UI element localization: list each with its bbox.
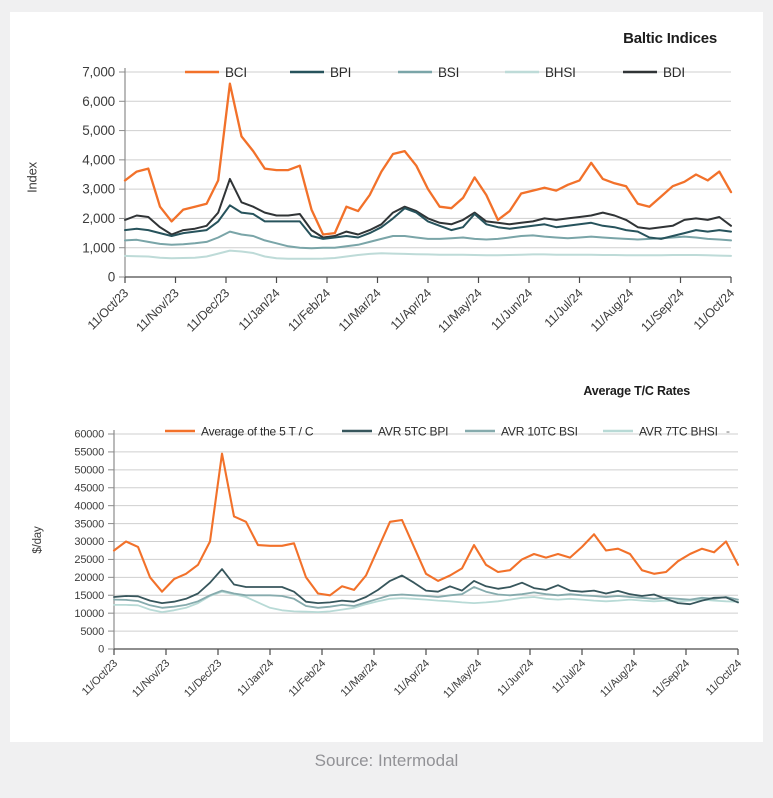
x-tick-label: 11/Sep/24 [638,286,687,335]
y-tick-label: 5,000 [82,123,115,139]
y-tick-label: 4,000 [82,152,115,168]
y-tick-label: 15000 [74,589,104,602]
x-tick-label: 11/Dec/23 [183,286,233,335]
x-tick-label: 11/Jun/24 [495,657,537,699]
y-tick-label: 25000 [74,554,104,567]
series-line-average-of-the-5-t-c [114,454,738,596]
x-tick-label: 11/Jun/24 [488,286,536,334]
legend-label-avr-10tc-bsi: AVR 10TC BSI [501,424,578,439]
y-tick-label: 60000 [74,428,104,441]
legend-label-bci: BCI [225,64,247,80]
chart2-title: Average T/C Rates [583,384,690,398]
x-tick-label: 11/Oct/23 [84,286,132,333]
y-tick-label: 6,000 [82,93,115,109]
chart-panel [10,12,763,742]
y-tick-label: 45000 [74,482,104,495]
x-tick-label: 11/Apr/24 [391,657,433,699]
x-tick-label: 11/Oct/23 [79,657,121,699]
legend-label-bsi: BSI [438,64,460,80]
x-tick-label: 11/Jan/24 [235,286,283,334]
x-tick-label: 11/Mar/24 [335,286,384,334]
x-tick-label: 11/Aug/24 [587,286,637,335]
x-tick-label: 11/Nov/23 [130,657,173,700]
y-tick-label: 50000 [74,464,104,477]
series-line-bhsi [125,251,731,259]
legend-label-average-of-the-5-t-c: Average of the 5 T / C [201,424,314,439]
series-line-bpi [125,205,731,239]
legend-label-bhsi: BHSI [545,64,576,80]
x-tick-label: 11/Oct/24 [703,657,745,699]
baltic-indices-chart [10,52,763,352]
y-tick-label: 7,000 [82,64,115,80]
x-tick-label: 11/Jul/24 [541,286,586,331]
source-caption: Source: Intermodal [314,751,459,770]
y-tick-label: 1,000 [82,240,115,256]
x-tick-label: 11/Mar/24 [338,657,381,700]
y-tick-label: 10000 [74,607,104,620]
y-tick-label: 3,000 [82,181,115,197]
x-tick-label: 11/Aug/24 [598,657,641,700]
x-tick-label: 11/May/24 [435,286,485,336]
chart1-y-axis-label: Index [24,162,40,193]
y-tick-label: 35000 [74,518,104,531]
x-tick-label: 11/Jan/24 [235,657,277,699]
legend-label-avr-7tc-bhsi: AVR 7TC BHSI [639,424,718,439]
x-tick-label: 11/Jul/24 [549,657,589,696]
series-line-bsi [125,232,731,249]
chart1-title: Baltic Indices [623,30,717,47]
x-tick-label: 11/May/24 [441,657,485,701]
average-tc-rates-chart [10,402,763,712]
legend-label-bdi: BDI [663,64,685,80]
legend-label-avr-5tc-bpi: AVR 5TC BPI [378,424,449,439]
series-line-bci [125,84,731,235]
x-tick-label: 11/Feb/24 [286,657,329,700]
y-tick-label: 55000 [74,446,104,459]
legend-suffix-dash: - [726,424,730,438]
x-tick-label: 11/Oct/24 [690,286,738,333]
y-tick-label: 0 [98,643,104,656]
x-tick-label: 11/Sep/24 [650,657,693,700]
legend-label-bpi: BPI [330,64,352,80]
chart2-y-axis-label: $/day [32,526,44,554]
y-tick-label: 30000 [74,536,104,549]
y-tick-label: 20000 [74,572,104,585]
x-tick-label: 11/Apr/24 [387,286,435,333]
y-tick-label: 40000 [74,500,104,513]
y-tick-label: 5000 [80,625,104,638]
x-tick-label: 11/Feb/24 [285,286,334,335]
x-tick-label: 11/Nov/23 [133,286,182,335]
y-tick-label: 2,000 [82,211,115,227]
x-tick-label: 11/Dec/23 [182,657,225,700]
y-tick-label: 0 [107,269,115,285]
